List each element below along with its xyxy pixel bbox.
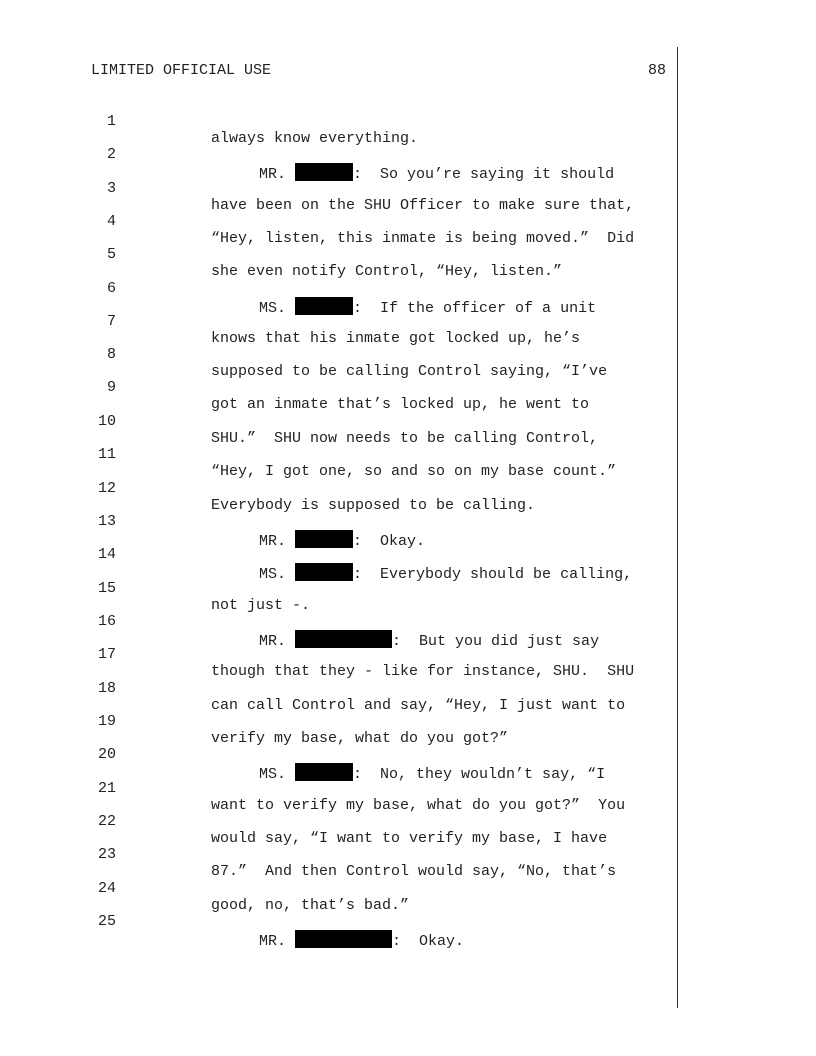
redacted-name xyxy=(295,563,353,581)
line-text: Everybody is supposed to be calling. xyxy=(211,497,536,514)
line-number: 24 xyxy=(97,880,116,897)
line-number: 6 xyxy=(106,280,116,297)
line-text: SHU.” SHU now needs to be calling Control, xyxy=(211,430,599,447)
line-number: 4 xyxy=(106,213,116,230)
redacted-name xyxy=(295,630,392,648)
line-number: 9 xyxy=(106,379,116,396)
line-text: can call Control and say, “Hey, I just want to xyxy=(211,697,626,714)
line-number: 1 xyxy=(106,113,116,130)
line-number: 11 xyxy=(97,446,116,463)
line-number: 21 xyxy=(97,780,116,797)
line-text: “Hey, I got one, so and so on my base count.” xyxy=(211,463,617,480)
line-number: 22 xyxy=(97,813,116,830)
redacted-name xyxy=(295,297,353,315)
line-number: 10 xyxy=(97,413,116,430)
line-text: would say, “I want to verify my base, I have xyxy=(211,830,608,847)
line-number: 3 xyxy=(106,180,116,197)
line-text: she even notify Control, “Hey, listen.” xyxy=(211,263,563,280)
line-number: 23 xyxy=(97,846,116,863)
transcript-line xyxy=(0,96,419,147)
line-text: “Hey, listen, this inmate is being moved.” Did xyxy=(211,230,635,247)
line-number: 7 xyxy=(106,313,116,330)
speaker-label: MS. xyxy=(259,566,287,583)
redacted-name xyxy=(295,163,353,181)
line-number: 14 xyxy=(97,546,116,563)
speaker-label: MR. xyxy=(259,166,287,183)
right-margin-rule xyxy=(677,47,678,1008)
line-number: 5 xyxy=(106,246,116,263)
line-text: : Everybody should be calling, xyxy=(353,566,633,583)
line-number: 16 xyxy=(97,613,116,630)
line-text: good, no, that’s bad.” xyxy=(211,897,410,914)
line-text: not just -. xyxy=(211,597,311,614)
line-text: got an inmate that’s locked up, he went to xyxy=(211,396,590,413)
page-number: 88 xyxy=(647,62,666,79)
redacted-name xyxy=(295,930,392,948)
line-number: 18 xyxy=(97,680,116,697)
line-text: though that they - like for instance, SHU. SHU xyxy=(211,663,635,680)
line-text: have been on the SHU Officer to make sure that, xyxy=(211,197,635,214)
line-number: 17 xyxy=(97,646,116,663)
redacted-name xyxy=(295,763,353,781)
line-text: : But you did just say xyxy=(392,633,600,650)
line-text: verify my base, what do you got?” xyxy=(211,730,509,747)
line-number: 8 xyxy=(106,346,116,363)
line-number: 19 xyxy=(97,713,116,730)
speaker-label: MS. xyxy=(259,766,287,783)
speaker-label: MR. xyxy=(259,533,287,550)
line-text: : Okay. xyxy=(392,933,465,950)
line-text: knows that his inmate got locked up, he’s xyxy=(211,330,581,347)
speaker-label: MR. xyxy=(259,633,287,650)
transcript-line xyxy=(0,863,410,914)
classification-header: LIMITED OFFICIAL USE xyxy=(91,62,272,79)
line-number: 2 xyxy=(106,146,116,163)
line-text: supposed to be calling Control saying, “I’ve xyxy=(211,363,608,380)
redacted-name xyxy=(295,530,353,548)
line-text: want to verify my base, what do you got?” You xyxy=(211,797,626,814)
line-number: 12 xyxy=(97,480,116,497)
line-number: 15 xyxy=(97,580,116,597)
line-number: 20 xyxy=(97,746,116,763)
speaker-label: MR. xyxy=(259,933,287,950)
line-text: : So you’re saying it should xyxy=(353,166,615,183)
speaker-label: MS. xyxy=(259,300,287,317)
line-text: 87.” And then Control would say, “No, that’s xyxy=(211,863,617,880)
line-text: : If the officer of a unit xyxy=(353,300,597,317)
line-text: always know everything. xyxy=(211,130,419,147)
line-text: : No, they wouldn’t say, “I xyxy=(353,766,606,783)
line-number: 13 xyxy=(97,513,116,530)
line-text: : Okay. xyxy=(353,533,426,550)
line-number: 25 xyxy=(97,913,116,930)
